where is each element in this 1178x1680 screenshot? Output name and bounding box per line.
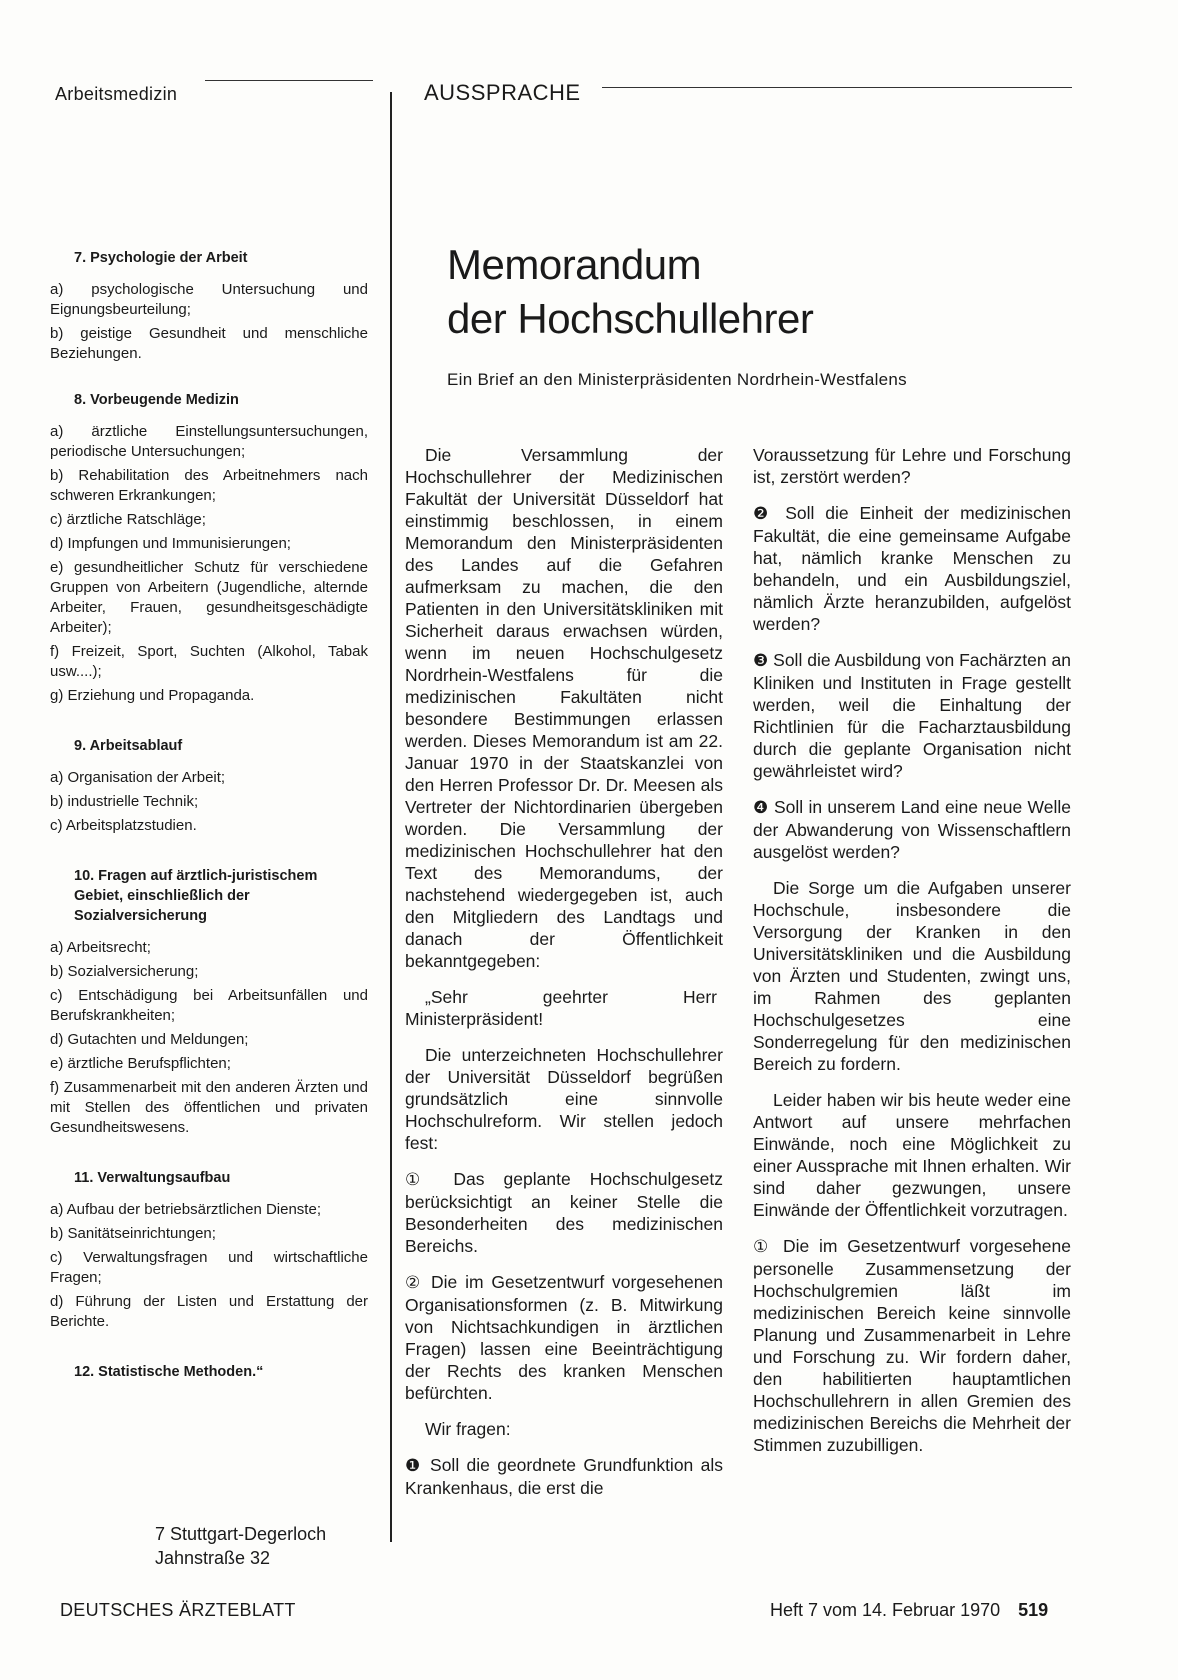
paragraph: Die Versammlung der Hochschullehrer der Medizinischen Fakultät der Universität Düsseldorf hat einstimmig beschlossen, in einem Memorandum den Ministerpräsidenten des Landes auf die Gefahren aufmerksam zu machen, die den Patienten in den Universitätskliniken mit Sicherheit daraus erwachsen würden, wenn im neuen Hochschulgesetz Nordrhein-Westfalens für die medizinischen Fakultäten nicht besondere Bestimmungen erlassen werden. Dieses Memorandum ist am 22. Januar 1970 in der Staatskanzlei von den Herren Professor Dr. Dr. Meesen als Vertreter der Nichtordinarien übergeben worden. Die Versammlung der medizinischen Hochschullehrer hat den Text des Memorandums, der nachstehend wiedergegeben ist, auch den Mitgliedern des Landtags und danach der Öffentlichkeit bekanntgegeben: [405, 445, 723, 971]
list-item: b) Rehabilitation des Arbeitnehmers nach schweren Erkrankungen; [50, 467, 368, 504]
left-column [50, 248, 368, 1394]
list-item: d) Gutachten und Meldungen; [50, 1031, 249, 1048]
header-rule-right [602, 87, 1072, 88]
section-heading: 7. Psychologie der Arbeit [74, 250, 248, 266]
list-item: e) gesundheitlicher Schutz für verschiedene Gruppen von Arbeitern (Jugendliche, alternde Arbeiter, Frauen, gesundheitsgeschädigte Arbeiter); [50, 559, 368, 636]
section-8 [50, 390, 368, 706]
filled-circled-four-icon: ❹ [753, 798, 769, 817]
journal-name: DEUTSCHES ÄRZTEBLATT [60, 1600, 296, 1620]
address-line-1: 7 Stuttgart-Degerloch [155, 1524, 327, 1544]
list-item: b) industrielle Technik; [50, 793, 199, 810]
paragraph: Die Sorge um die Aufgaben unserer Hochschule, insbesondere die Versorgung der Kranken in den Universitätskliniken und die Ausbildung von Ärzten und Studenten, zwingt uns, im Rahmen des geplanten Hochschulgesetzes eine Sonderregelung für den medizinischen Bereich zu fordern. [753, 878, 1071, 1074]
paragraph: ② Die im Gesetzentwurf vorgesehenen Organisationsformen (z. B. Mitwirkung von Nichtsachkundigen in ärztlichen Fragen) lassen eine Beeinträchtigung der Rechts des kranken Menschen befürchten. [405, 1272, 723, 1403]
list-item: a) Organisation der Arbeit; [50, 769, 226, 786]
paragraph: Die unterzeichneten Hochschullehrer der Universität Düsseldorf begrüßen grundsätzlich eine sinnvolle Hochschulreform. Wir stellen jedoch fest: [405, 1045, 723, 1153]
paragraph: ❶ Soll die geordnete Grundfunktion als Krankenhaus, die erst die [405, 1455, 723, 1498]
section-label: Arbeitsmedizin [55, 84, 178, 104]
circled-one-icon: ① [405, 1170, 435, 1189]
article-subtitle: Ein Brief an den Ministerpräsidenten Nordrhein-Westfalens [447, 370, 907, 389]
section-11 [50, 1168, 368, 1332]
paragraph: Voraussetzung für Lehre und Forschung ist, zerstört werden? [753, 445, 1071, 487]
header-rule-left [205, 80, 373, 81]
paragraph: Leider haben wir bis heute weder eine Antwort auf unsere mehrfachen Einwände, noch eine Möglichkeit zu einer Aussprache mit Ihnen erhalten. Wir sind daher gezwungen, unsere Einwände der Öffentlichkeit vorzutragen. [753, 1090, 1071, 1220]
article-title [447, 238, 813, 346]
paragraph: „Sehr geehrter Herr Ministerpräsident! [405, 987, 717, 1029]
section-12 [50, 1362, 368, 1382]
paragraph: ❷ Soll die Einheit der medizinischen Fakultät, die eine gemeinsame Aufgabe hat, nämlich kranke Menschen zu behandeln, und ein Ausbildungsziel, nämlich Ärzte heranzubilden, aufgelöst werden? [753, 503, 1071, 634]
section-heading: 9. Arbeitsablauf [74, 738, 183, 754]
section-10 [50, 866, 368, 1138]
paragraph: ① Die im Gesetzentwurf vorgesehene personelle Zusammensetzung der Hochschulgremien läßt im medizinischen Bereich keine sinnvolle Planung und Zusammenarbeit in Lehre und Forschung zu. Wir fordern daher, den habilitierten hauptamtlichen Hochschullehrern in allen Gremien des medizinischen Bereichs die Mehrheit der Stimmen zuzubilligen. [753, 1236, 1071, 1455]
paragraph: Wir fragen: [425, 1419, 511, 1439]
paragraph: ❹ Soll in unserem Land eine neue Welle der Abwanderung von Wissenschaftlern ausgelöst werden? [753, 797, 1071, 862]
list-item: e) ärztliche Berufspflichten; [50, 1055, 231, 1072]
address-line-2: Jahnstraße 32 [155, 1548, 271, 1568]
list-item: a) Aufbau der betriebsärztlichen Dienste; [50, 1201, 321, 1218]
list-item: g) Erziehung und Propaganda. [50, 687, 255, 704]
circled-two-icon: ② [405, 1273, 424, 1292]
paragraph: ❸ Soll die Ausbildung von Fachärzten an Kliniken und Instituten in Frage gestellt werden, weil die Einhaltung der Richtlinien für die Facharztausbildung durch die geplante Organisation nicht gewährleistet wird? [753, 650, 1071, 781]
paragraph: ① Das geplante Hochschulgesetz berücksichtigt an keiner Stelle die Besonderheiten des medizinischen Bereichs. [405, 1169, 723, 1256]
article-column-2 [753, 444, 1071, 1470]
title-line-1: Memorandum [447, 241, 702, 288]
section-heading: 8. Vorbeugende Medizin [74, 392, 239, 408]
list-item: b) Sozialversicherung; [50, 963, 199, 980]
section-9 [50, 736, 368, 836]
issue-date: Heft 7 vom 14. Februar 1970 [770, 1600, 1001, 1620]
issue-info [770, 1600, 1048, 1621]
list-item: d) Impfungen und Immunisierungen; [50, 535, 291, 552]
filled-circled-three-icon: ❸ [753, 651, 769, 670]
filled-circled-two-icon: ❷ [753, 504, 775, 523]
list-item: c) Arbeitsplatzstudien. [50, 817, 197, 834]
list-item: b) geistige Gesundheit und menschliche Beziehungen. [50, 325, 368, 362]
list-item: a) Arbeitsrecht; [50, 939, 151, 956]
address [155, 1522, 326, 1570]
list-item: c) ärztliche Ratschläge; [50, 511, 206, 528]
list-item: a) ärztliche Einstellungsuntersuchungen, periodische Untersuchungen; [50, 423, 368, 460]
list-item: a) psychologische Untersuchung und Eignungsbeurteilung; [50, 281, 368, 318]
list-item: f) Freizeit, Sport, Suchten (Alkohol, Tabak usw....); [50, 643, 368, 680]
list-item: f) Zusammenarbeit mit den anderen Ärzten und mit Stellen des öffentlichen und privaten Gesundheitswesens. [50, 1079, 368, 1136]
filled-circled-one-icon: ❶ [405, 1456, 423, 1475]
article-column-1 [405, 444, 723, 1513]
section-heading: 11. Verwaltungsaufbau [74, 1170, 231, 1186]
list-item: c) Entschädigung bei Arbeitsunfällen und Berufskrankheiten; [50, 987, 368, 1024]
title-line-2: der Hochschullehrer [447, 295, 814, 342]
rubric-label: AUSSPRACHE [424, 80, 581, 105]
section-7 [50, 248, 368, 364]
list-item: d) Führung der Listen und Erstattung der Berichte. [50, 1293, 368, 1330]
section-heading: 10. Fragen auf ärztlich-juristischem Gebiet, einschließlich der Sozialversicherung [74, 868, 318, 924]
circled-one-icon: ① [753, 1237, 774, 1256]
column-divider [390, 92, 392, 1542]
section-heading: 12. Statistische Methoden.“ [74, 1364, 264, 1380]
list-item: b) Sanitätseinrichtungen; [50, 1225, 216, 1242]
list-item: c) Verwaltungsfragen und wirtschaftliche Fragen; [50, 1249, 368, 1286]
page-number: 519 [1018, 1600, 1049, 1620]
